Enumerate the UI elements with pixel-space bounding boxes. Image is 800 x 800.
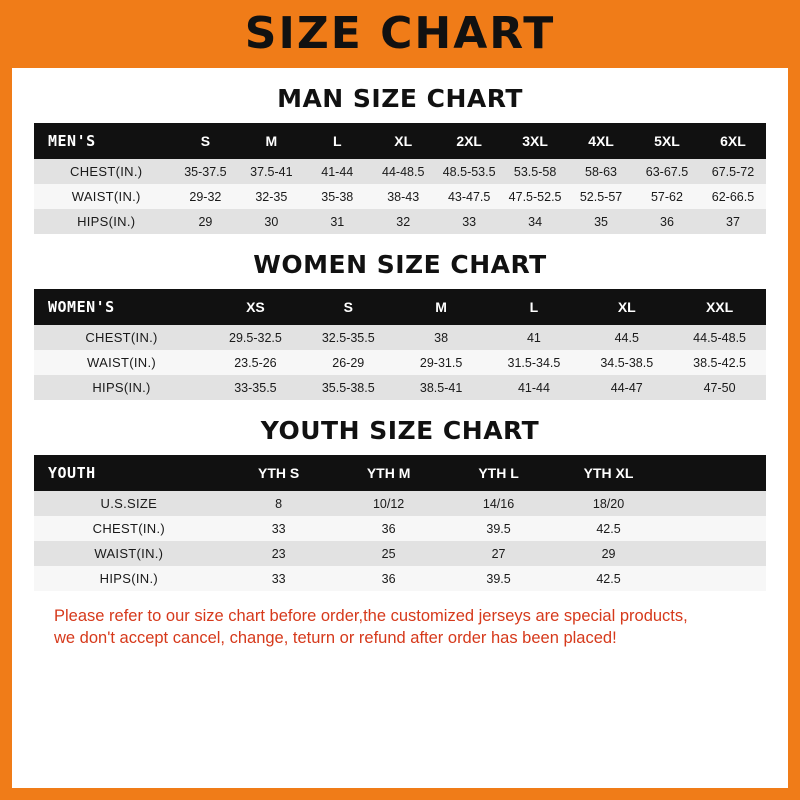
row-label: WAIST(IN.) [34, 350, 209, 375]
table-cell: 35 [568, 209, 634, 234]
column-header: YOUTH [34, 455, 224, 491]
table-cell: 35.5-38.5 [302, 375, 395, 400]
youth-size-table [34, 455, 766, 591]
table-cell: 38-43 [370, 184, 436, 209]
table-cell: 38.5-41 [395, 375, 488, 400]
table-cell: 43-47.5 [436, 184, 502, 209]
order-policy-note-line1: Please refer to our size chart before order,the customized jerseys are special products, [54, 607, 688, 625]
table-cell: 32 [370, 209, 436, 234]
table-cell: 41 [488, 325, 581, 350]
column-header: L [488, 289, 581, 325]
women-size-table [34, 289, 766, 400]
table-cell-spacer [664, 491, 766, 516]
table-row [34, 566, 766, 591]
bottom-accent-strip [12, 788, 800, 800]
table-cell: 39.5 [444, 516, 554, 541]
column-header-spacer [664, 455, 766, 491]
table-cell: 41-44 [304, 159, 370, 184]
table-cell: 25 [334, 541, 444, 566]
table-cell: 35-38 [304, 184, 370, 209]
table-cell: 37 [700, 209, 766, 234]
column-header: YTH L [444, 455, 554, 491]
row-label: CHEST(IN.) [34, 159, 172, 184]
men-section-title: MAN SIZE CHART [277, 84, 523, 113]
men-size-table [34, 123, 766, 234]
table-row [34, 159, 766, 184]
row-label: U.S.SIZE [34, 491, 224, 516]
column-header: YTH XL [554, 455, 664, 491]
table-row [34, 541, 766, 566]
table-row [34, 184, 766, 209]
table-cell: 44-47 [580, 375, 673, 400]
column-header: YTH M [334, 455, 444, 491]
table-row [34, 516, 766, 541]
youth-size-section [34, 416, 766, 591]
table-cell: 39.5 [444, 566, 554, 591]
table-cell: 33 [224, 516, 334, 541]
table-cell: 30 [238, 209, 304, 234]
table-cell: 53.5-58 [502, 159, 568, 184]
table-cell: 37.5-41 [238, 159, 304, 184]
table-cell: 44-48.5 [370, 159, 436, 184]
table-cell: 38.5-42.5 [673, 350, 766, 375]
table-cell: 62-66.5 [700, 184, 766, 209]
table-cell: 35-37.5 [172, 159, 238, 184]
men-size-section [34, 84, 766, 234]
row-label: WAIST(IN.) [34, 184, 172, 209]
row-label: WAIST(IN.) [34, 541, 224, 566]
table-cell-spacer [664, 541, 766, 566]
table-row [34, 375, 766, 400]
table-cell: 38 [395, 325, 488, 350]
row-label: CHEST(IN.) [34, 325, 209, 350]
column-header: 4XL [568, 123, 634, 159]
column-header: XL [580, 289, 673, 325]
column-header: S [172, 123, 238, 159]
order-policy-note [54, 605, 746, 650]
table-cell: 47-50 [673, 375, 766, 400]
table-cell: 8 [224, 491, 334, 516]
table-cell-spacer [664, 566, 766, 591]
table-cell-spacer [664, 516, 766, 541]
women-section-title: WOMEN SIZE CHART [253, 250, 547, 279]
table-cell: 57-62 [634, 184, 700, 209]
table-cell: 23.5-26 [209, 350, 302, 375]
column-header: YTH S [224, 455, 334, 491]
table-cell: 31.5-34.5 [488, 350, 581, 375]
table-cell: 63-67.5 [634, 159, 700, 184]
table-header-row [34, 289, 766, 325]
table-cell: 29.5-32.5 [209, 325, 302, 350]
table-cell: 32-35 [238, 184, 304, 209]
table-cell: 27 [444, 541, 554, 566]
chart-content [12, 84, 788, 650]
column-header: M [395, 289, 488, 325]
table-row [34, 350, 766, 375]
column-header: XS [209, 289, 302, 325]
table-cell: 34.5-38.5 [580, 350, 673, 375]
order-policy-note-line2: we don't accept cancel, change, teturn or refund after order has been placed! [54, 629, 617, 648]
table-cell: 52.5-57 [568, 184, 634, 209]
column-header: 3XL [502, 123, 568, 159]
table-cell: 36 [334, 566, 444, 591]
women-size-section [34, 250, 766, 400]
column-header: L [304, 123, 370, 159]
table-row [34, 325, 766, 350]
table-cell: 42.5 [554, 516, 664, 541]
column-header: XL [370, 123, 436, 159]
column-header: S [302, 289, 395, 325]
column-header: 6XL [700, 123, 766, 159]
table-cell: 29-32 [172, 184, 238, 209]
table-header-row [34, 123, 766, 159]
column-header: WOMEN'S [34, 289, 209, 325]
table-cell: 29 [172, 209, 238, 234]
table-cell: 33 [224, 566, 334, 591]
row-label: HIPS(IN.) [34, 209, 172, 234]
column-header: MEN'S [34, 123, 172, 159]
table-cell: 26-29 [302, 350, 395, 375]
table-row [34, 491, 766, 516]
row-label: HIPS(IN.) [34, 566, 224, 591]
table-cell: 42.5 [554, 566, 664, 591]
table-cell: 33-35.5 [209, 375, 302, 400]
table-header-row [34, 455, 766, 491]
table-cell: 23 [224, 541, 334, 566]
table-cell: 48.5-53.5 [436, 159, 502, 184]
table-cell: 34 [502, 209, 568, 234]
table-cell: 44.5-48.5 [673, 325, 766, 350]
table-cell: 31 [304, 209, 370, 234]
row-label: HIPS(IN.) [34, 375, 209, 400]
table-cell: 33 [436, 209, 502, 234]
table-cell: 67.5-72 [700, 159, 766, 184]
youth-section-title: YOUTH SIZE CHART [260, 416, 540, 445]
column-header: M [238, 123, 304, 159]
table-cell: 29-31.5 [395, 350, 488, 375]
column-header: 2XL [436, 123, 502, 159]
table-cell: 47.5-52.5 [502, 184, 568, 209]
table-row [34, 209, 766, 234]
table-cell: 36 [634, 209, 700, 234]
table-cell: 44.5 [580, 325, 673, 350]
table-cell: 14/16 [444, 491, 554, 516]
table-cell: 29 [554, 541, 664, 566]
table-cell: 32.5-35.5 [302, 325, 395, 350]
column-header: XXL [673, 289, 766, 325]
page-banner [0, 0, 800, 68]
table-cell: 10/12 [334, 491, 444, 516]
row-label: CHEST(IN.) [34, 516, 224, 541]
column-header: 5XL [634, 123, 700, 159]
table-cell: 36 [334, 516, 444, 541]
table-cell: 58-63 [568, 159, 634, 184]
table-cell: 41-44 [488, 375, 581, 400]
page-title: SIZE CHART [244, 8, 556, 59]
table-cell: 18/20 [554, 491, 664, 516]
